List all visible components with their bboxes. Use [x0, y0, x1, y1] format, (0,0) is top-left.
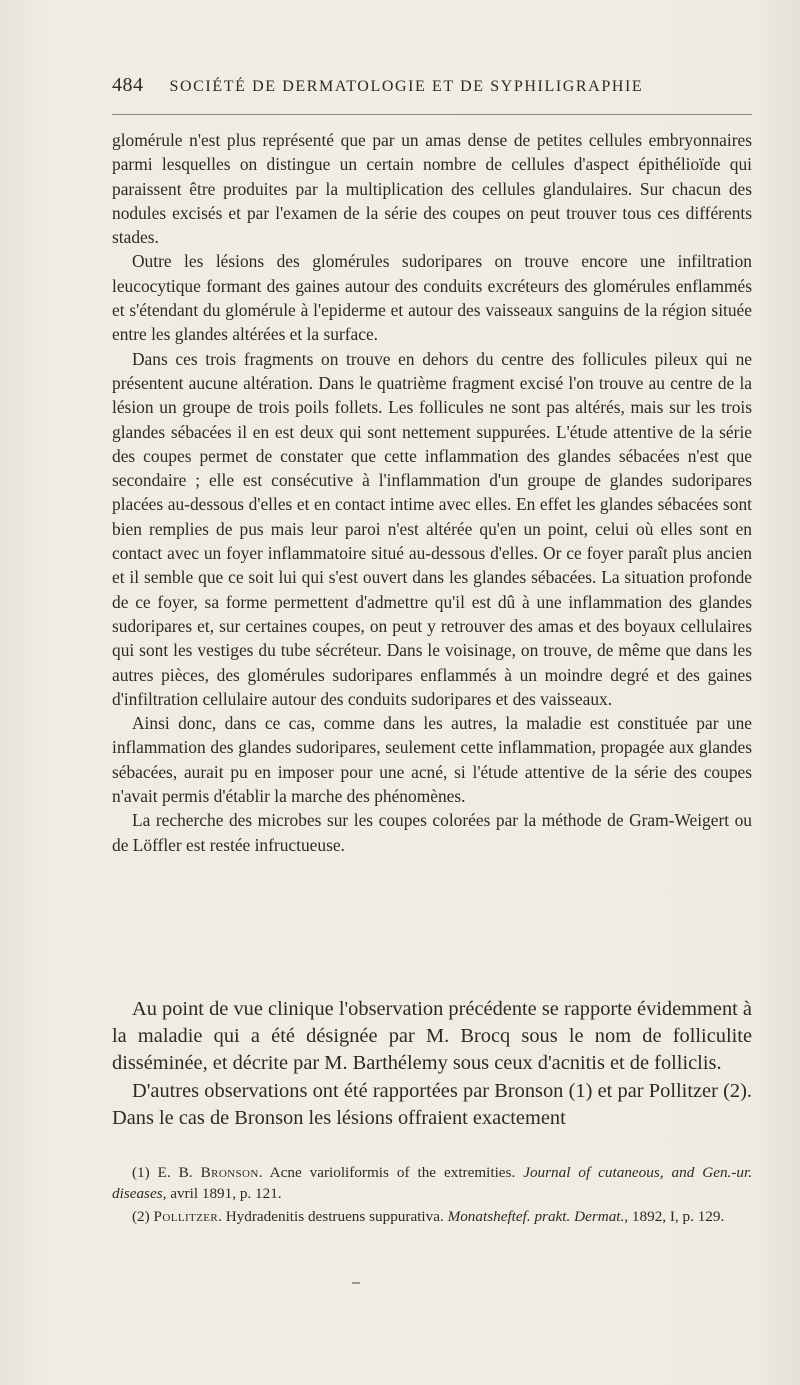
footnote-author: Bronson [200, 1164, 259, 1181]
footnote-journal: Monatsheftef. prakt. Dermat., [447, 1207, 629, 1225]
paragraph: glomérule n'est plus représenté que par un amas dense de petites cellules embryonnaires parmi lesquelles on distingue un certain nombre de cellules d'aspect épithélioïde qui paraissent être produites par la multiplication des cellules glandulaires. Sur chacun des nodules excisés et par l'examen de la série des coupes on peut trouver tous ces différents stades. [112, 130, 752, 248]
paragraph: Outre les lésions des glomérules sudoripares on trouve encore une infiltration leucocytique formant des gaines autour des conduits excréteurs des glomérules enflammés et s'étendant du glomérule à l'epiderme et autour des vaisseaux sanguins de la région située entre les glandes altérées et la surface. [112, 251, 752, 345]
footnotes [112, 1163, 752, 1227]
running-title: SOCIÉTÉ DE DERMATOLOGIE ET DE SYPHILIGRAPHIE [169, 78, 644, 95]
paragraph: Au point de vue clinique l'observation précédente se rapporte évidemment à la maladie qui a été désignée par M. Brocq sous le nom de folliculite disséminée, et décrite par M. Barthélemy sous ceux d'acnitis et de folliclis. [112, 998, 752, 1075]
footnote-title: . Hydradenitis destruens suppurativa. [218, 1207, 444, 1225]
footnote-ref: avril 1891, p. 121. [166, 1184, 282, 1202]
main-text-small [112, 128, 752, 857]
paragraph: Ainsi donc, dans ce cas, comme dans les autres, la maladie est constituée par une inflammation des glandes sudoripares, seulement cette inflammation, propagée aux glandes sébacées, aurait pu en imposer pour une acné, si l'étude attentive de la série des coupes n'avait permis d'établir la marche des phénomènes. [112, 713, 752, 807]
footnote-1 [112, 1163, 752, 1205]
footnote-marker: (1) E. B. [132, 1164, 193, 1181]
page-number: 484 [112, 74, 144, 96]
main-text-large [112, 996, 752, 1132]
paragraph: La recherche des microbes sur les coupes colorées par la méthode de Gram-Weigert ou de Löffler est restée infructueuse. [112, 810, 752, 855]
footnote-title: . Acne varioliformis of the extremities. [258, 1164, 516, 1181]
header-rule [112, 114, 752, 115]
print-mark [352, 1282, 360, 1284]
footnote-author: Pollitzer [153, 1207, 219, 1225]
footnote-journal: Journal of cutaneous, and Gen.-ur. diseases, [112, 1164, 753, 1202]
footnote-2 [112, 1207, 752, 1228]
footnote-ref: 1892, I, p. 129. [628, 1207, 725, 1225]
running-header [112, 74, 752, 104]
paragraph: D'autres observations ont été rapportées par Bronson (1) et par Pollitzer (2). Dans le cas de Bronson les lésions offraient exactement [112, 1079, 752, 1129]
paragraph: Dans ces trois fragments on trouve en dehors du centre des follicules pileux qui ne présentent aucune altération. Dans le quatrième fragment excisé l'on trouve au centre de la lésion un groupe de trois poils follets. Les follicules ne sont pas altérés, mais sur les trois glandes sébacées il en est deux qui sont nettement suppurées. L'étude attentive de la série des coupes permet de constater que cette inflammation des glandes sébacées n'est que secondaire ; elle est consécutive à l'inflammation d'un groupe de glandes sudoripares placées au-dessous d'elles et en contact intime avec elles. En effet les glandes sébacées sont bien remplies de pus mais leur paroi n'est altérée qu'en un point, celui où elles sont en contact avec un foyer inflammatoire situé au-dessous d'elles. Or ce foyer paraît plus ancien et il semble que ce soit lui qui s'est ouvert dans les glandes sébacées. La situation profonde de ce foyer, sa forme permettent d'admettre qu'il est dû à une inflammation des glandes sudoripares et, sur certaines coupes, on peut y retrouver des amas et des boyaux cellulaires qui sont les vestiges du tube sécréteur. Dans le voisinage, on trouve, de même que dans les autres pièces, des glomérules sudoripares enflammés à un moindre degré et des gaines d'infiltration cellulaire autour des conduits sudoripares et des vaisseaux. [112, 348, 752, 709]
footnote-marker: (2) [132, 1207, 150, 1225]
